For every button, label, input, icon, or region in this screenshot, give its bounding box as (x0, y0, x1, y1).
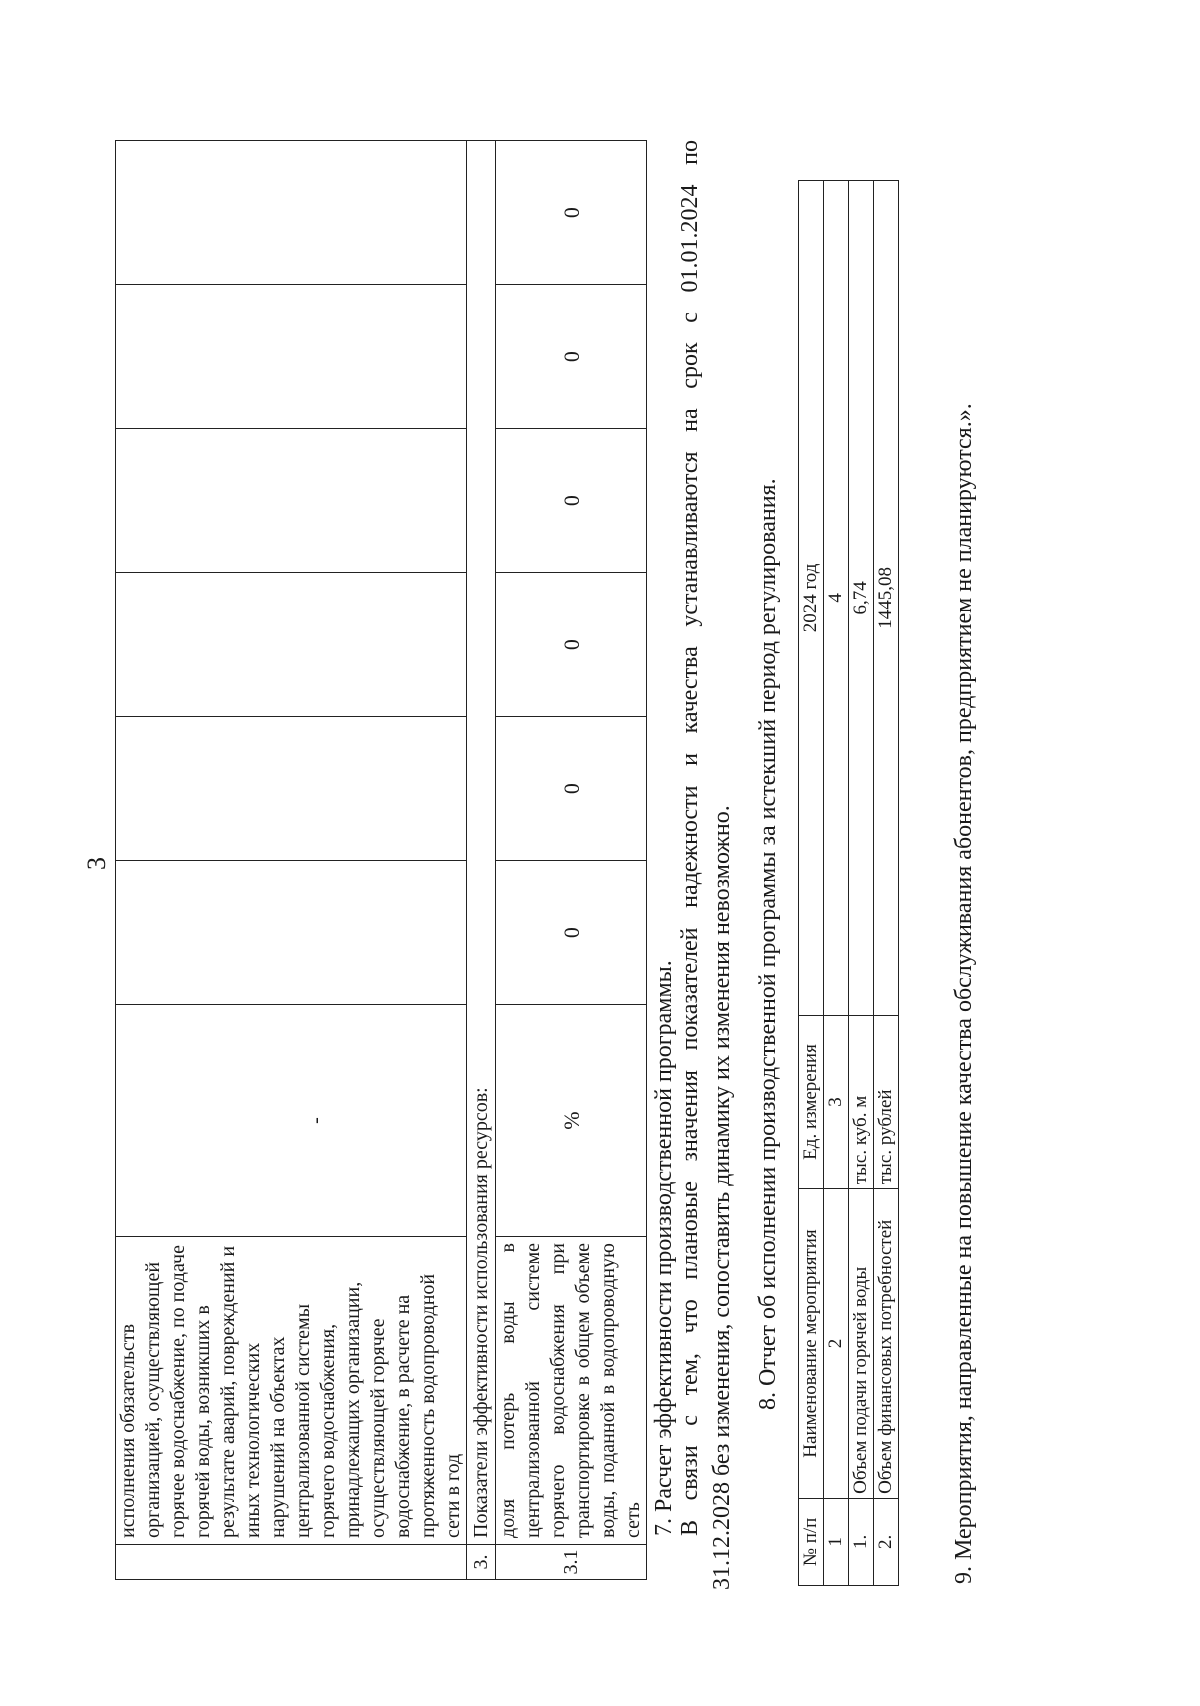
indicator-description-cell: исполнения обязательств организацией, осуществляющей горячее водоснабжение, по подаче горячей воды, возникших в результате аварий, повреждений и иных технологических нарушений на объектах централизованной системы горячего водоснабжения, принадлежащих организации, осуществляющей горячее водоснабжение, в расчете на протяженность водопроводной сети в год (116, 1237, 467, 1545)
row-number-cell: 2. (874, 1498, 899, 1585)
section-number-cell: 3. (467, 1545, 496, 1580)
indicators-table (115, 140, 647, 1580)
table-row (849, 181, 874, 1586)
value-cell: 1445,08 (874, 181, 899, 1016)
column-number: 2 (824, 1189, 849, 1499)
page-number: 3 (82, 857, 111, 870)
section-title-cell: Показатели эффективности использования ресурсов: (467, 141, 496, 1545)
value-cell (116, 141, 467, 285)
value-cell (116, 573, 467, 717)
table-row (824, 181, 849, 1586)
table-row (496, 141, 647, 1580)
column-header: 2024 год (799, 181, 824, 1016)
table-row (874, 181, 899, 1586)
indicator-description-cell: доля потерь воды в централизованной системе горячего водоснабжения при транспортировке в общем объеме воды, поданной в водопроводную сеть (496, 1237, 647, 1545)
value-cell: 0 (496, 861, 647, 1005)
value-cell: 0 (496, 141, 647, 285)
section-8-heading: 8. Отчет об исполнении производственной программы за истекший период регулирования. (755, 478, 781, 1410)
column-number: 4 (824, 181, 849, 1016)
program-report-table (798, 180, 899, 1586)
unit-mark: - (304, 1117, 327, 1124)
value-cell (116, 429, 467, 573)
table-header-row (799, 181, 824, 1586)
value-cell: 6,74 (849, 181, 874, 1016)
unit-cell: % (496, 1005, 647, 1237)
row-number-cell (116, 1545, 467, 1580)
column-header: № п/п (799, 1498, 824, 1585)
column-number: 3 (824, 1015, 849, 1188)
column-header: Наименование мероприятия (799, 1189, 824, 1499)
value-cell: 0 (496, 285, 647, 429)
value-cell: 0 (496, 717, 647, 861)
column-number: 1 (824, 1498, 849, 1585)
value-cell (116, 861, 467, 1005)
activity-name-cell: Объем финансовых потребностей (874, 1189, 899, 1499)
section-9-text: 9. Мероприятия, направленные на повышение качества обслуживания абонентов, предприятием не планируются.». (951, 403, 977, 1584)
table-section-row (467, 141, 496, 1580)
paragraph-line: В связи с тем, что плановые значения показателей надежности и качества устанавливаются на срок с 01.01.2024 по (677, 140, 703, 1536)
value-cell: 0 (496, 429, 647, 573)
activity-name-cell: Объем подачи горячей воды (849, 1189, 874, 1499)
unit-cell: тыс. рублей (874, 1015, 899, 1188)
value-cell: 0 (496, 573, 647, 717)
section-7-heading: 7. Расчет эффективности производственной программы. (651, 960, 677, 1536)
row-number-cell: 3.1 (496, 1545, 647, 1580)
paragraph-line: 31.12.2028 без изменения, сопоставить динамику их изменения невозможно. (709, 805, 735, 1590)
row-number-cell: 1. (849, 1498, 874, 1585)
value-cell (116, 717, 467, 861)
unit-cell: тыс. куб. м (849, 1015, 874, 1188)
unit-cell (116, 1005, 467, 1237)
table-row (116, 141, 467, 1580)
value-cell (116, 285, 467, 429)
column-header: Ед. измерения (799, 1015, 824, 1188)
section-7-paragraph (674, 140, 738, 1590)
